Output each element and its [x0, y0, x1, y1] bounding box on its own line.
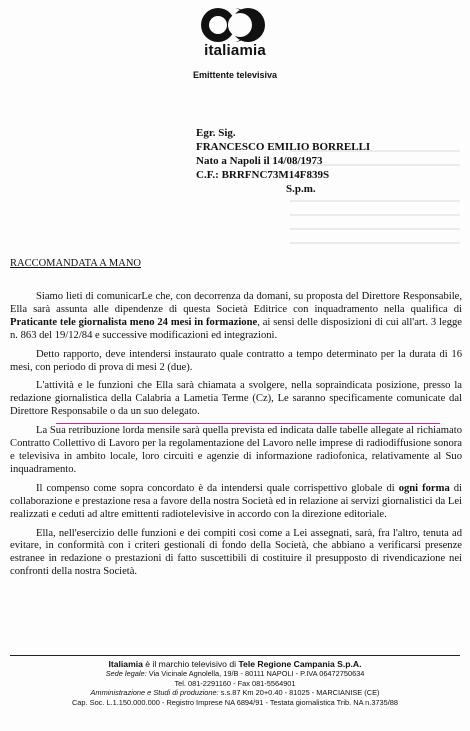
footer-text: Via Vicinale Agnolella, 19/B - 80111 NAPOLI - P.IVA 06472750634	[146, 669, 365, 679]
footer-line-address	[0, 669, 470, 678]
paragraph-contract: Detto rapporto, deve intendersi instaurato quale contratto a tempo determinato per la durata di 16 mesi, con periodo di prova di mesi 2 (due).	[10, 348, 462, 373]
footer-line-registry: Cap. Soc. L.1.150.000.000 - Registro Imprese NA 6894/91 - Testata giornalistica Trib. NA n.3735/88	[71, 697, 399, 707]
highlight-underline	[56, 423, 440, 424]
job-title: Praticante tele giornalista meno 24 mesi in formazione	[10, 316, 258, 328]
paragraph-text: di collaborazione e prestazione resa a favore della nostra Società ed in relazione ai servizi giornalistici da Lei realizzati e ceduti ad altre emittenti radiotelevisive in accordo con la direzione editoriale.	[10, 482, 462, 520]
addressee-fiscal-code: C.F.: BRRFNC73M14F839S	[196, 169, 330, 181]
brand-name: italiamia	[204, 42, 266, 59]
paragraph-text: , ai sensi delle disposizioni di cui all'art. 3 legge n. 863 del 19/12/84 e successive modificazioni ed integrazioni.	[10, 316, 462, 341]
footer-line-brand	[0, 660, 470, 669]
italiamia-logo-icon	[196, 6, 268, 46]
addressee-block	[196, 126, 370, 196]
paragraph-salary: La Sua retribuzione lorda mensile sarà quella prevista ed indicata dalle tabelle allegate al richiamato Contratto Collettivo di Lavoro per la regolamentazione del Lavoro nelle imprese di radiodiffusione sonora e televisiva in ambito locale, loro circuiti e agenzie di informazione radiofonica, relativamente al Suo inquadramento.	[10, 425, 462, 475]
show-through-line	[290, 228, 460, 230]
footer-company: Tele Regione Campania S.p.A.	[238, 659, 362, 669]
letter-subject: RACCOMANDATA A MANO	[10, 258, 142, 269]
paragraph-text: Il compenso come sopra concordato è da intendersi quale corrispettivo globale di	[36, 482, 399, 494]
addressee-name: FRANCESCO EMILIO BORRELLI	[196, 141, 371, 153]
show-through-line	[290, 242, 460, 244]
footer-label: Amministrazione e Studi di produzione:	[90, 688, 219, 698]
brand-subtitle: Emittente televisiva	[192, 70, 278, 80]
footer-text: s.s.87 Km 20+0.40 - 81025 - MARCIANISE (CE)	[218, 688, 380, 698]
footer-line-studios	[0, 688, 470, 697]
footer-label: Sede legale:	[105, 669, 147, 679]
show-through-line	[290, 200, 460, 202]
paragraph-hiring	[10, 291, 462, 343]
emphasis: ogni forma	[398, 482, 450, 494]
letter-body	[10, 291, 462, 585]
paragraph-obligations: Ella, nell'esercizio delle funzioni e dei compiti così come a Lei assegnati, sarà, fra l'altro, tenuta ad evitare, in conformità con i criteri gestionali di fondo della Società, che abbiano a verificarsi presenze estranee in redazione o prestazioni di fatto suscettibili di costituire il presupposto di rivendicazione nei confronti della nostra Società.	[10, 527, 462, 578]
show-through-line	[290, 214, 460, 216]
paragraph-duties: L'attività e le funzioni che Ella sarà chiamata a svolgere, nella sopraindicata posizione, presso la redazione giornalistica della Calabria a Lametia Terme (Cz), Le saranno specificamente comunicate dal Direttore Responsabile o da un suo delegato.	[10, 380, 462, 418]
footer-brand: Italiamia	[108, 659, 143, 669]
footer-text: è il marchio televisivo di	[142, 659, 239, 669]
addressee-spm: S.p.m.	[286, 183, 316, 195]
footer-line-phone: Tel. 081-2291160 - Fax 081-5564901	[174, 678, 296, 688]
paragraph-text: Siamo lieti di comunicarLe che, con decorrenza da domani, su proposta del Direttore Responsabile, Ella sarà assunta alle dipendenze di questa Società Editrice con inquadramento nella qualifica di	[10, 291, 462, 315]
footer	[0, 660, 470, 707]
paragraph-compensation	[10, 483, 462, 522]
addressee-birth: Nato a Napoli il 14/08/1973	[196, 155, 323, 167]
addressee-salutation: Egr. Sig.	[196, 127, 236, 139]
footer-divider	[10, 655, 460, 656]
